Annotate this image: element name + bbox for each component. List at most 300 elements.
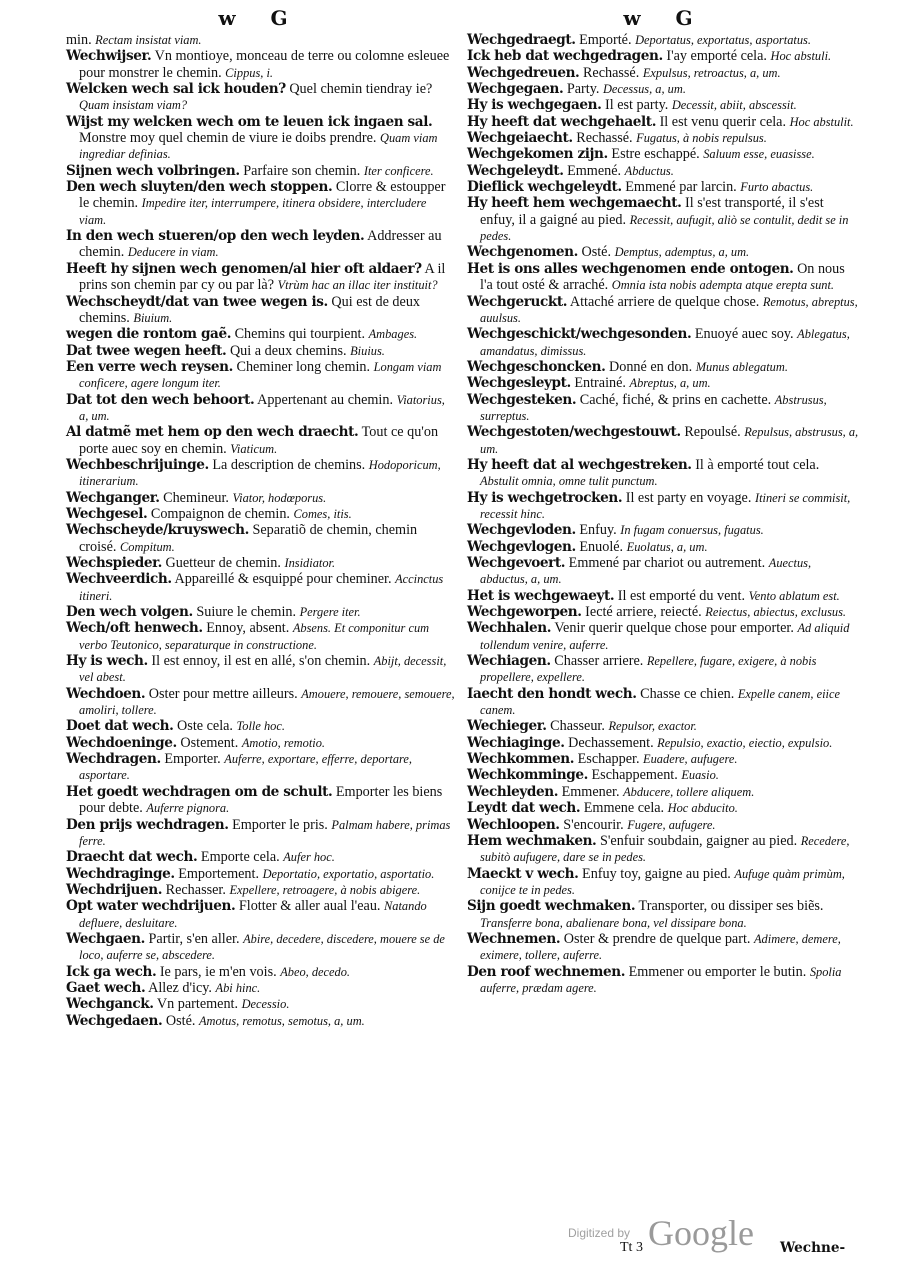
headword: Wechgevoert. — [467, 555, 566, 571]
latin-gloss: Biuius. — [350, 343, 385, 358]
dictionary-entry — [66, 571, 456, 604]
latin-gloss: Comes, itis. — [293, 506, 352, 521]
french-gloss: Vn montioye, monceau de terre ou colomne esleuee pour monstrer le chemin. — [79, 48, 450, 81]
headword: Wechkomminge. — [467, 767, 588, 784]
french-gloss: Transporter, ou dissiper ses biẽs. — [638, 898, 824, 915]
french-gloss: min. — [66, 32, 92, 48]
dictionary-entry — [467, 539, 859, 555]
latin-gloss: Natando defluere, desluitare. — [79, 899, 427, 930]
headword: Dieflick wechgeleydt. — [467, 179, 622, 196]
latin-gloss: Expelle canem, eiice canem. — [480, 686, 840, 718]
headword: Wechleyden. — [467, 783, 559, 800]
latin-gloss: Rectam insistat viam. — [95, 33, 202, 47]
headword: Wechgedraegt. — [467, 32, 576, 48]
dictionary-entry — [467, 866, 859, 899]
latin-gloss: Itineri se commisit, recessit hinc. — [480, 490, 851, 521]
french-gloss: Il est emporté du vent. — [617, 587, 746, 604]
french-gloss: Emmené par larcin. — [625, 179, 737, 196]
french-gloss: Qui est de deux chemins. — [79, 293, 421, 326]
headword: Wechspieder. — [66, 555, 162, 571]
dictionary-entry — [467, 653, 859, 686]
headword: Ick ga wech. — [66, 963, 157, 980]
latin-gloss: Ambages. — [368, 327, 418, 342]
dictionary-entry — [467, 294, 859, 327]
french-gloss: A il prins son chemin par cy ou par là? — [79, 260, 446, 294]
dictionary-entry — [66, 163, 456, 179]
headword: Den prijs wechdragen. — [66, 816, 229, 833]
dictionary-entry — [66, 81, 456, 114]
dictionary-entry — [467, 751, 859, 767]
french-gloss: Oster & prendre de quelque part. — [563, 930, 751, 947]
french-gloss: Chasseur. — [550, 718, 605, 735]
headword: Hy is wech. — [66, 653, 148, 670]
latin-gloss: Decessit, abiit, abscessit. — [671, 98, 797, 113]
french-gloss: Guetteur de chemin. — [165, 555, 281, 571]
french-gloss: Ennoy, absent. — [206, 620, 290, 637]
dictionary-entry — [467, 784, 859, 800]
french-gloss: Emmené. — [567, 162, 622, 179]
french-gloss: Iecté arriere, reiecté. — [585, 604, 702, 621]
latin-gloss: Abreptus, a, um. — [629, 376, 711, 391]
headword: Wechloopen. — [467, 816, 560, 833]
french-gloss: Rechassé. — [576, 130, 633, 147]
headword: Den wech sluyten/den wech stoppen. — [66, 179, 333, 196]
french-gloss: Il est venu querir cela. — [659, 113, 787, 130]
dictionary-entry — [467, 48, 859, 64]
dictionary-entry — [66, 898, 456, 931]
latin-gloss: Munus ablegatum. — [695, 359, 788, 374]
running-header-right: w G — [623, 6, 707, 30]
dictionary-entry — [467, 244, 859, 260]
headword: Wechgedreuen. — [467, 64, 580, 81]
french-gloss: Enfuy. — [579, 522, 617, 539]
latin-gloss: Absens. Et componitur cum verbo Teutonico, separaturque in constructione. — [79, 621, 430, 652]
french-gloss: Emporter. — [164, 751, 221, 768]
latin-gloss: Repulsio, exactio, eiectio, expulsio. — [657, 735, 833, 750]
headword: Wechgevlogen. — [467, 538, 576, 555]
latin-gloss: Ablegatus, amandatus, dimissus. — [480, 327, 850, 358]
headword: Wechscheydt/dat van twee wegen is. — [66, 293, 328, 310]
headword: Draecht dat wech. — [66, 849, 198, 866]
headword: Het is wechgewaeyt. — [467, 587, 615, 604]
dictionary-entry — [66, 48, 456, 81]
dictionary-entry — [66, 686, 456, 719]
french-gloss: Chasse ce chien. — [640, 685, 735, 702]
dictionary-entry — [467, 130, 859, 146]
headword: Wech/oft henwech. — [66, 620, 203, 637]
headword: Wechhalen. — [467, 620, 552, 637]
dictionary-entry — [66, 964, 456, 980]
latin-gloss: Expulsus, retroactus, a, um. — [642, 65, 781, 80]
headword: Wechgegaen. — [467, 81, 564, 98]
headword: Wechscheyde/kruyswech. — [66, 522, 249, 539]
french-gloss: Compaignon de chemin. — [150, 505, 290, 522]
headword: Al datmẽ met hem op den wech draecht. — [66, 424, 359, 441]
latin-gloss: Demptus, ademptus, a, um. — [614, 245, 750, 260]
latin-gloss: Amotio, remotio. — [241, 735, 325, 750]
french-gloss: S'enfuir soubdain, gaigner au pied. — [599, 832, 798, 849]
latin-gloss: Viator, hodœporus. — [232, 490, 327, 505]
dictionary-entry — [66, 359, 456, 392]
latin-gloss: Repulsus, abstrusus, a, um. — [480, 425, 859, 456]
latin-gloss: Accinctus itineri. — [79, 572, 444, 603]
french-gloss: Dechassement. — [568, 734, 654, 751]
headword: Wechgedaen. — [66, 1012, 163, 1029]
dictionary-entry — [66, 866, 456, 882]
dictionary-entry — [467, 718, 859, 734]
dictionary-entry — [66, 931, 456, 964]
latin-gloss: Tolle hoc. — [236, 719, 285, 734]
french-gloss: Estre eschappé. — [611, 146, 700, 163]
headword: Hem wechmaken. — [467, 832, 597, 849]
french-gloss: Suiure le chemin. — [196, 604, 297, 621]
headword: Opt water wechdrijuen. — [66, 898, 236, 915]
headword: Dat tot den wech behoort. — [66, 391, 255, 408]
french-gloss: Attaché arriere de quelque chose. — [569, 293, 760, 310]
french-gloss: La description de chemins. — [212, 456, 366, 473]
latin-gloss: Spolia auferre, prædam agere. — [480, 964, 842, 995]
latin-gloss: Ad aliquid tollendum venire, auferre. — [480, 621, 850, 652]
latin-gloss: Compitum. — [119, 539, 175, 554]
latin-gloss: Repulsor, exactor. — [608, 719, 697, 734]
french-gloss: Cheminer long chemin. — [236, 358, 371, 375]
latin-gloss: In fugam conuersus, fugatus. — [620, 523, 764, 538]
dictionary-entry — [467, 800, 859, 816]
latin-gloss: Expellere, retroagere, à nobis abigere. — [229, 882, 421, 897]
dictionary-entry — [66, 490, 456, 506]
dictionary-entry — [467, 555, 859, 588]
dictionary-entry — [467, 163, 859, 179]
latin-gloss: Longam viam conficere, agere longum iter. — [79, 359, 442, 391]
french-gloss: Parfaire son chemin. — [243, 162, 361, 179]
french-gloss: Caché, fiché, & prins en cachette. — [579, 391, 772, 408]
dictionary-entry — [66, 718, 456, 734]
latin-gloss: Fugatus, à nobis repulsus. — [636, 131, 767, 146]
latin-gloss: Abductus. — [624, 163, 674, 178]
latin-gloss: Deportatus, exportatus, asportatus. — [635, 33, 811, 47]
dictionary-entry — [66, 114, 456, 163]
headword: Maeckt v wech. — [467, 865, 579, 882]
headword: Iaecht den hondt wech. — [467, 685, 637, 702]
dictionary-entry — [66, 620, 456, 653]
headword: Sijn goedt wechmaken. — [467, 898, 636, 915]
french-gloss: Enuolé. — [579, 538, 624, 555]
latin-gloss: Euolatus, a, um. — [626, 539, 708, 554]
headword: Wechieger. — [467, 718, 547, 735]
dictionary-entry — [467, 964, 859, 997]
headword: Wechgesleypt. — [467, 375, 571, 392]
dictionary-entry — [467, 833, 859, 866]
latin-gloss: Viaticum. — [230, 441, 278, 456]
french-gloss: Emporter le pris. — [232, 816, 328, 833]
french-gloss: Addresser au chemin. — [79, 228, 442, 261]
dictionary-entry — [66, 522, 456, 555]
french-gloss: Clorre & estoupper le chemin. — [79, 179, 446, 212]
headword: Een verre wech reysen. — [66, 358, 233, 375]
latin-gloss: Remotus, abreptus, auulsus. — [480, 294, 858, 325]
french-gloss: Monstre moy quel chemin de viure ie doibs prendre. — [79, 130, 377, 147]
french-gloss: Entrainé. — [574, 375, 626, 392]
french-gloss: Il s'est transporté, il s'est enfuy, il a gaigné au pied. — [480, 195, 824, 228]
dictionary-entry — [66, 996, 456, 1012]
latin-gloss: Deportatio, exportatio, asportatio. — [262, 866, 435, 881]
right-column — [467, 32, 859, 996]
headword: Wechiaginge. — [467, 734, 565, 751]
latin-gloss: Euadere, aufugere. — [643, 752, 738, 767]
dictionary-entry — [467, 898, 859, 931]
headword: Hy heeft dat wechgehaelt. — [467, 113, 657, 130]
latin-gloss: Cippus, i. — [225, 65, 274, 80]
latin-gloss: Auectus, abductus, a, um. — [480, 556, 812, 587]
french-gloss: Enfuy toy, gaigne au pied. — [582, 865, 731, 882]
dictionary-entry — [467, 620, 859, 653]
headword: Den roof wechnemen. — [467, 963, 626, 980]
latin-gloss: Reiectus, abiectus, exclusus. — [705, 605, 847, 620]
dictionary-entry — [66, 751, 456, 784]
dictionary-entry — [66, 604, 456, 620]
dictionary-entry — [66, 980, 456, 996]
catchword: Wechne- — [780, 1240, 846, 1256]
latin-gloss: Auferre pignora. — [146, 801, 230, 816]
dictionary-entry — [467, 392, 859, 425]
headword: Wechgevloden. — [467, 522, 576, 539]
headword: Wechganger. — [66, 489, 160, 506]
headword: Wechdragen. — [66, 751, 161, 768]
dictionary-entry — [66, 457, 456, 490]
latin-gloss: Deducere in viam. — [127, 245, 219, 260]
latin-gloss: Abijt, decessit, vel abest. — [79, 654, 447, 685]
french-gloss: Emmener. — [561, 783, 620, 800]
french-gloss: S'encourir. — [563, 816, 624, 833]
dictionary-entry — [467, 65, 859, 81]
google-watermark: Google — [648, 1213, 754, 1253]
french-gloss: Appertenant au chemin. — [257, 391, 394, 408]
french-gloss: Eschappement. — [591, 767, 678, 784]
french-gloss: Emmene cela. — [583, 800, 665, 817]
headword: Wechgeruckt. — [467, 293, 568, 310]
dictionary-entry — [467, 588, 859, 604]
latin-gloss: Aufuge quàm primùm, conijce te in pedes. — [480, 866, 845, 897]
left-column — [66, 32, 456, 1029]
latin-gloss: Furto abactus. — [740, 180, 814, 195]
headword: Wechwijser. — [66, 48, 152, 65]
headword: Hy is wechgetrocken. — [467, 489, 623, 506]
headword: Hy heeft dat al wechgestreken. — [467, 456, 692, 473]
latin-gloss: Hoc abstuli. — [770, 49, 832, 64]
latin-gloss: Adimere, demere, eximere, tollere, auferre. — [480, 931, 841, 963]
french-gloss: Separatiõ de chemin, chemin croisé. — [79, 522, 418, 555]
latin-gloss: Abi hinc. — [215, 980, 261, 995]
headword: Dat twee wegen heeft. — [66, 342, 227, 359]
headword: Wechgekomen zijn. — [467, 146, 608, 163]
dictionary-entry — [66, 228, 456, 261]
latin-gloss: Euasio. — [681, 768, 719, 783]
dictionary-entry — [66, 555, 456, 571]
dictionary-entry — [467, 931, 859, 964]
latin-gloss: Abducere, tollere aliquem. — [623, 784, 755, 799]
french-gloss: Il est party en voyage. — [625, 489, 752, 506]
french-gloss: Tout ce qu'on porte auec soy en chemin. — [79, 424, 439, 457]
latin-gloss: Iter conficere. — [363, 163, 434, 178]
dictionary-entry — [467, 32, 859, 48]
headword: Wechganck. — [66, 996, 154, 1013]
latin-gloss: Abeo, decedo. — [280, 964, 351, 979]
headword: Gaet wech. — [66, 979, 146, 996]
dictionary-entry — [66, 882, 456, 898]
dictionary-entry — [467, 457, 859, 490]
french-gloss: Qui a deux chemins. — [229, 342, 347, 359]
french-gloss: Venir querir quelque chose pour emporter. — [554, 620, 794, 637]
dictionary-entry — [66, 735, 456, 751]
dictionary-entry — [467, 604, 859, 620]
dictionary-entry — [66, 424, 456, 457]
dictionary-entry — [467, 261, 859, 294]
dictionary-entry — [467, 424, 859, 457]
latin-gloss: Transferre bona, abalienare bona, vel dissipare bona. — [480, 915, 747, 930]
dictionary-entry — [467, 146, 859, 162]
headword: Leydt dat wech. — [467, 800, 581, 817]
latin-gloss: Auferre, exportare, efferre, deportare, asportare. — [79, 752, 413, 783]
dictionary-entry — [66, 506, 456, 522]
french-gloss: Flotter & aller aual l'eau. — [238, 898, 381, 915]
french-gloss: Il est ennoy, il est en allé, s'on chemin. — [151, 653, 371, 670]
french-gloss: Party. — [566, 81, 600, 98]
dictionary-entry — [66, 1013, 456, 1029]
dictionary-entry — [467, 114, 859, 130]
running-header-left: w G — [218, 6, 302, 30]
headword: Sijnen wech volbringen. — [66, 162, 240, 179]
headword: Wechdoen. — [66, 685, 146, 702]
headword: Wijst my welcken wech om te leuen ick ingaen sal. — [66, 113, 433, 130]
latin-gloss: Quam viam ingrediar definias. — [79, 131, 438, 162]
headword: Wechgeschoncken. — [467, 358, 606, 375]
latin-gloss: Hoc abducito. — [667, 801, 738, 816]
french-gloss: Emmener ou emporter le butin. — [628, 963, 807, 980]
headword: Wechnemen. — [467, 930, 561, 947]
headword: Het goedt wechdragen om de schult. — [66, 783, 333, 800]
french-gloss: Quel chemin tiendray ie? — [289, 81, 433, 98]
latin-gloss: Abstrusus, surreptus. — [480, 392, 827, 423]
latin-gloss: Recedere, subitò aufugere, dare se in pedes. — [480, 833, 850, 865]
latin-gloss: Amouere, remouere, semouere, amoliri, tollere. — [79, 686, 455, 718]
headword: Ick heb dat wechgedragen. — [467, 48, 663, 65]
dictionary-entry — [467, 326, 859, 359]
dictionary-entry — [66, 343, 456, 359]
french-gloss: Osté. — [165, 1012, 196, 1029]
headword: Hy heeft hem wechgemaecht. — [467, 195, 682, 212]
headword: In den wech stueren/op den wech leyden. — [66, 228, 365, 245]
dictionary-entry — [467, 686, 859, 719]
headword: Den wech volgen. — [66, 604, 193, 621]
french-gloss: Emportement. — [178, 865, 260, 882]
french-gloss: Emporter les biens pour debte. — [79, 783, 443, 817]
french-gloss: Chemins qui tourpient. — [234, 326, 366, 343]
french-gloss: On nous l'a tout osté & arraché. — [480, 260, 845, 294]
latin-gloss: Abire, decedere, discedere, mouere se de loco, auferre se, abscedere. — [79, 931, 445, 963]
dictionary-entry — [467, 97, 859, 113]
dictionary-entry — [66, 784, 456, 817]
french-gloss: Ie pars, ie m'en vois. — [159, 963, 277, 980]
latin-gloss: Hoc abstulit. — [789, 114, 854, 129]
french-gloss: Enuoyé auec soy. — [694, 326, 794, 343]
latin-gloss: Pergere iter. — [299, 605, 361, 620]
headword: Wechgeleydt. — [467, 162, 564, 179]
headword: Wechkommen. — [467, 751, 575, 768]
latin-gloss: Saluum esse, euasisse. — [703, 147, 815, 162]
french-gloss: Donné en don. — [609, 358, 693, 375]
french-gloss: Rechasser. — [165, 881, 226, 898]
french-gloss: Oste cela. — [177, 718, 233, 735]
latin-gloss: Fugere, aufugere. — [627, 817, 716, 832]
dictionary-entry — [66, 653, 456, 686]
headword: Wechgenomen. — [467, 244, 578, 261]
french-gloss: Il est party. — [605, 97, 669, 114]
signature-mark: Tt 3 — [620, 1240, 643, 1255]
latin-gloss: Aufer hoc. — [283, 850, 335, 865]
french-gloss: Il à emporté tout cela. — [695, 456, 820, 473]
french-gloss: Emporté. — [579, 32, 632, 48]
french-gloss: Eschapper. — [577, 751, 640, 768]
headword: Wechgesel. — [66, 505, 148, 522]
latin-gloss: Decessio. — [241, 997, 290, 1012]
headword: Wechgeworpen. — [467, 604, 582, 621]
dictionary-entry — [467, 817, 859, 833]
french-gloss: Emporte cela. — [200, 849, 280, 866]
french-gloss: Appareillé & esquippé pour cheminer. — [174, 571, 392, 588]
dictionary-entry — [66, 32, 456, 48]
headword: Wechdoeninge. — [66, 734, 177, 751]
latin-gloss: Vtrùm hac an illac iter instituit? — [277, 278, 438, 293]
french-gloss: Chasser arriere. — [554, 653, 644, 670]
headword: Wechgesteken. — [467, 391, 577, 408]
headword: Wechdrijuen. — [66, 881, 163, 898]
dictionary-entry — [66, 179, 456, 228]
french-gloss: Chemineur. — [163, 489, 229, 506]
french-gloss: Partir, s'en aller. — [148, 930, 240, 947]
headword: Heeft hy sijnen wech genomen/al hier oft aldaer? — [66, 260, 422, 277]
latin-gloss: Repellere, fugare, exigere, à nobis propellere, expellere. — [480, 654, 817, 685]
latin-gloss: Recessit, aufugit, aliò se contulit, dedit se in pedes. — [480, 212, 849, 244]
dictionary-entry — [467, 195, 859, 244]
latin-gloss: Hodoporicum, itinerarium. — [79, 457, 441, 489]
dictionary-entry — [66, 817, 456, 850]
headword: Het is ons alles wechgenomen ende ontogen. — [467, 260, 794, 277]
dictionary-entry — [66, 294, 456, 327]
headword: Wechiagen. — [467, 653, 551, 670]
latin-gloss: Abstulit omnia, omne tulit punctum. — [480, 474, 658, 489]
dictionary-entry — [467, 767, 859, 783]
headword: Wechgaen. — [66, 930, 145, 947]
dictionary-entry — [467, 179, 859, 195]
french-gloss: Rechassé. — [582, 64, 640, 81]
headword: Doet dat wech. — [66, 718, 174, 735]
dictionary-entry — [66, 392, 456, 425]
french-gloss: Repoulsé. — [684, 424, 741, 441]
latin-gloss: Viatorius, a, um. — [79, 392, 445, 423]
headword: Wechbeschrijuinge. — [66, 456, 209, 473]
dictionary-entry — [467, 375, 859, 391]
latin-gloss: Omnia ista nobis adempta atque erepta sunt. — [611, 278, 834, 293]
latin-gloss: Insidiator. — [284, 556, 336, 570]
dictionary-entry — [66, 849, 456, 865]
french-gloss: Vn partement. — [156, 996, 239, 1013]
latin-gloss: Palmam habere, primas ferre. — [79, 817, 451, 848]
headword: Wechdraginge. — [66, 865, 175, 882]
dictionary-entry — [467, 81, 859, 97]
headword: Wechgestoten/wechgestouwt. — [467, 424, 681, 441]
headword: Wechgeschickt/wechgesonden. — [467, 326, 692, 343]
dictionary-entry — [467, 735, 859, 751]
